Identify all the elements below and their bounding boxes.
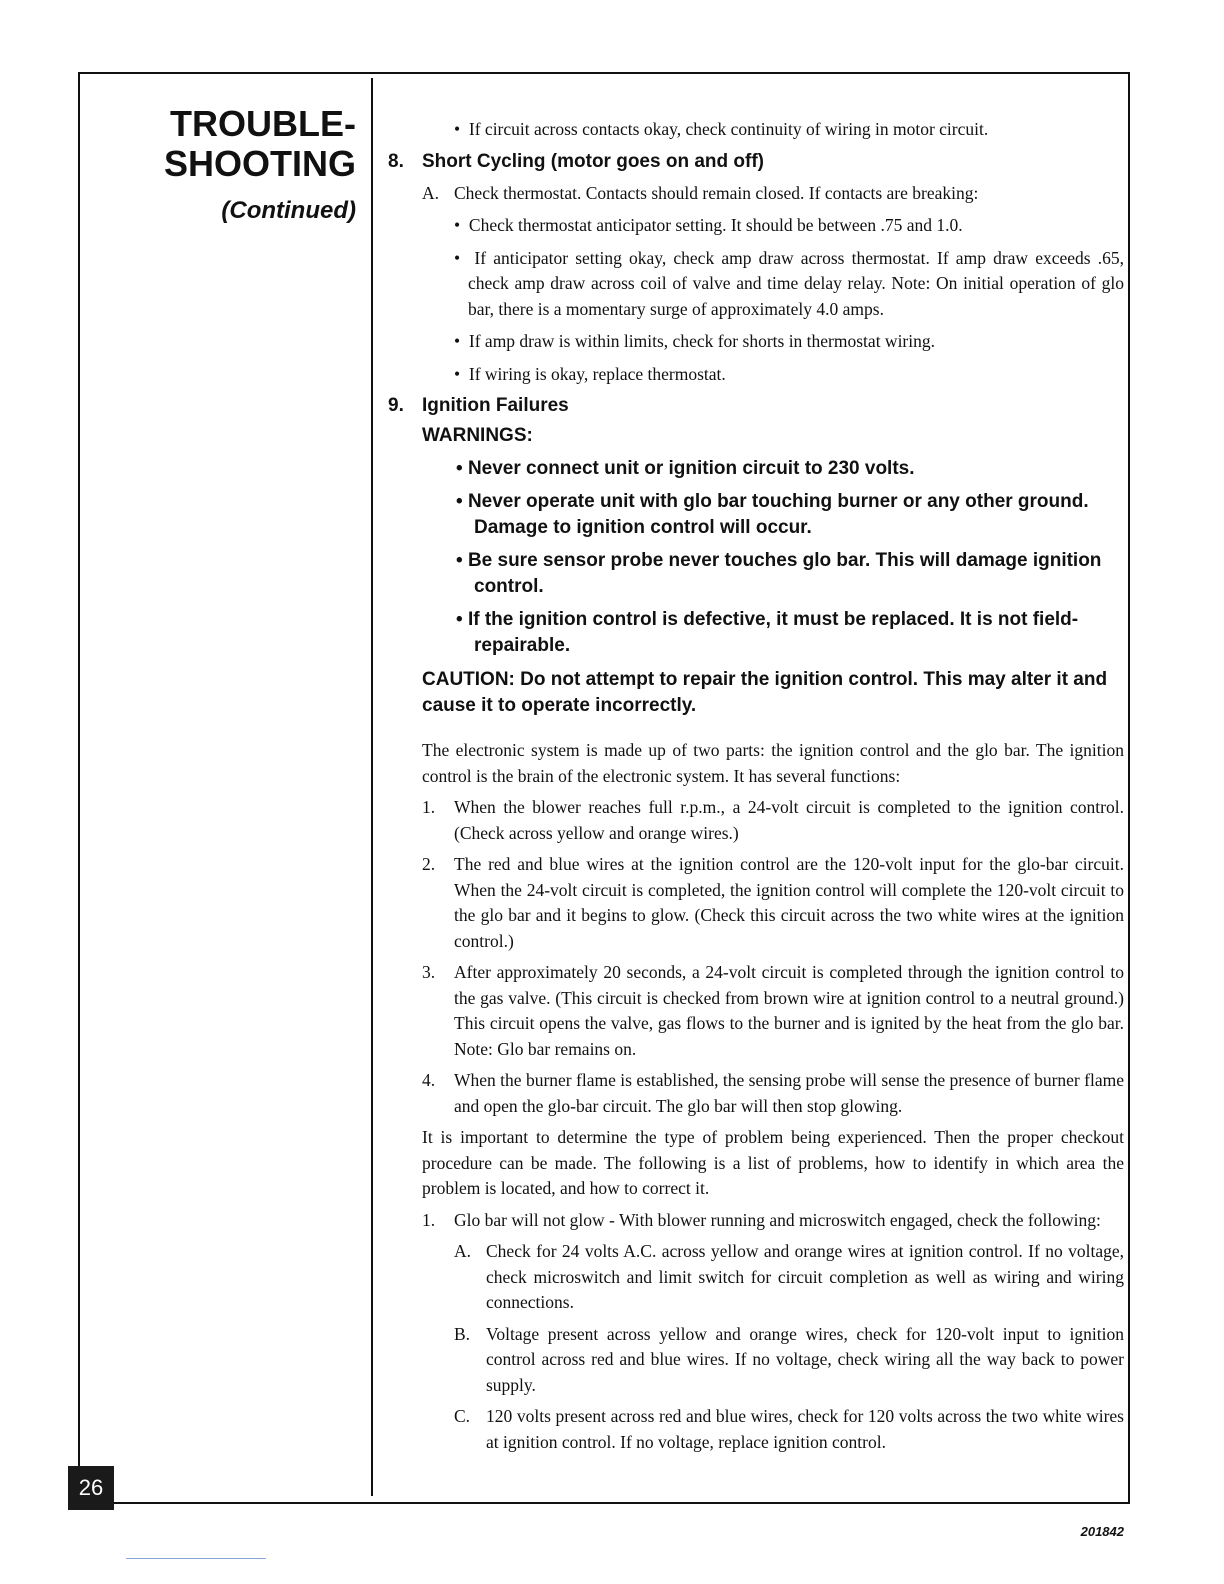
section-8-heading: 8. Short Cycling (motor goes on and off) xyxy=(388,150,764,172)
section-title xyxy=(164,104,356,228)
section-title-line2: SHOOTING xyxy=(163,143,356,184)
page-frame-left xyxy=(78,72,80,1504)
list-item: 2. The red and blue wires at the ignition control are the 120-volt input for the glo-bar circuit. When the 24-volt circuit is completed, the ignition control will complete the 120-volt circuit to the glo bar and it begins to glow. (Check this circuit across the two white wires at the ignition control.) xyxy=(422,854,1124,951)
paragraph: The electronic system is made up of two parts: the ignition control and the glo bar. The ignition control is the brain of the electronic system. It has several functions: xyxy=(422,740,1124,786)
list-item: C. 120 volts present across red and blue wires, check for 120 volts across the two white wires at ignition control. If no voltage, replace ignition control. xyxy=(454,1406,1124,1452)
warnings-block xyxy=(388,423,1124,1455)
list-item: • If circuit across contacts okay, check continuity of wiring in motor circuit. xyxy=(454,119,989,139)
section-9-heading: 9. Ignition Failures xyxy=(388,395,569,416)
list-item: • If wiring is okay, replace thermostat. xyxy=(454,363,726,384)
list-item: A. Check thermostat. Contacts should remain closed. If contacts are breaking: xyxy=(422,182,979,203)
list-item: 4. When the burner flame is established, the sensing probe will sense the presence of burner flame and open the glo-bar circuit. The glo bar will then stop glowing. xyxy=(422,1070,1124,1116)
scan-mark xyxy=(126,1558,266,1559)
warning-item: • If the ignition control is defective, it must be replaced. It is not field-repairable. xyxy=(456,609,1079,656)
section-title-line1: TROUBLE- xyxy=(170,103,356,144)
warning-item: • Be sure sensor probe never touches glo bar. This will damage ignition control. xyxy=(456,550,1102,597)
main-content xyxy=(388,110,1124,1455)
list-item: 3. After approximately 20 seconds, a 24-volt circuit is completed through the ignition control to the gas valve. (This circuit is checked from brown wire at ignition control to a neutral ground.) This circuit opens the valve, gas flows to the burner and is ignited by the heat from the glo bar. Note: Glo bar remains on. xyxy=(422,962,1124,1059)
page-frame-bottom xyxy=(78,1502,1130,1504)
list-item: • If anticipator setting okay, check amp draw across thermostat. If amp draw exceeds .65, check amp draw across coil of valve and time delay relay. Note: On initial operation of glo bar, there is a momentary surge of approximately 4.0 amps. xyxy=(454,247,1124,319)
list-item: A. Check for 24 volts A.C. across yellow and orange wires at ignition control. If no voltage, check microswitch and limit switch for circuit completion as well as wiring and wiring connections. xyxy=(454,1241,1124,1312)
paragraph: It is important to determine the type of problem being experienced. Then the proper checkout procedure can be made. The following is a list of problems, how to identify in which area the problem is located, and how to correct it. xyxy=(422,1127,1124,1198)
document-code: 201842 xyxy=(1080,1524,1124,1539)
list-item: 1. When the blower reaches full r.p.m., a 24-volt circuit is completed to the ignition control. (Check across yellow and orange wires.) xyxy=(422,797,1124,843)
list-item: 1. Glo bar will not glow - With blower running and microswitch engaged, check the following: xyxy=(422,1209,1101,1230)
caution-note: CAUTION: Do not attempt to repair the ignition control. This may alter it and cause it to operate incorrectly. xyxy=(422,669,1108,716)
list-item: B. Voltage present across yellow and orange wires, check for 120-volt input to ignition control across red and blue wires. If no voltage, check wiring all the way back to power supply. xyxy=(454,1323,1124,1395)
warnings-title: WARNINGS: xyxy=(422,425,533,446)
column-divider xyxy=(371,78,373,1496)
page-frame-top xyxy=(78,72,1130,74)
page-number: 26 xyxy=(68,1466,114,1510)
warning-item: • Never connect unit or ignition circuit to 230 volts. xyxy=(456,458,915,479)
page-frame-right xyxy=(1128,72,1130,1504)
list-item: • If amp draw is within limits, check for shorts in thermostat wiring. xyxy=(454,331,935,351)
section-subtitle: (Continued) xyxy=(221,197,356,224)
warning-item: • Never operate unit with glo bar touching burner or any other ground. Damage to ignition control will occur. xyxy=(456,491,1089,538)
list-item: • Check thermostat anticipator setting. It should be between .75 and 1.0. xyxy=(454,215,963,235)
